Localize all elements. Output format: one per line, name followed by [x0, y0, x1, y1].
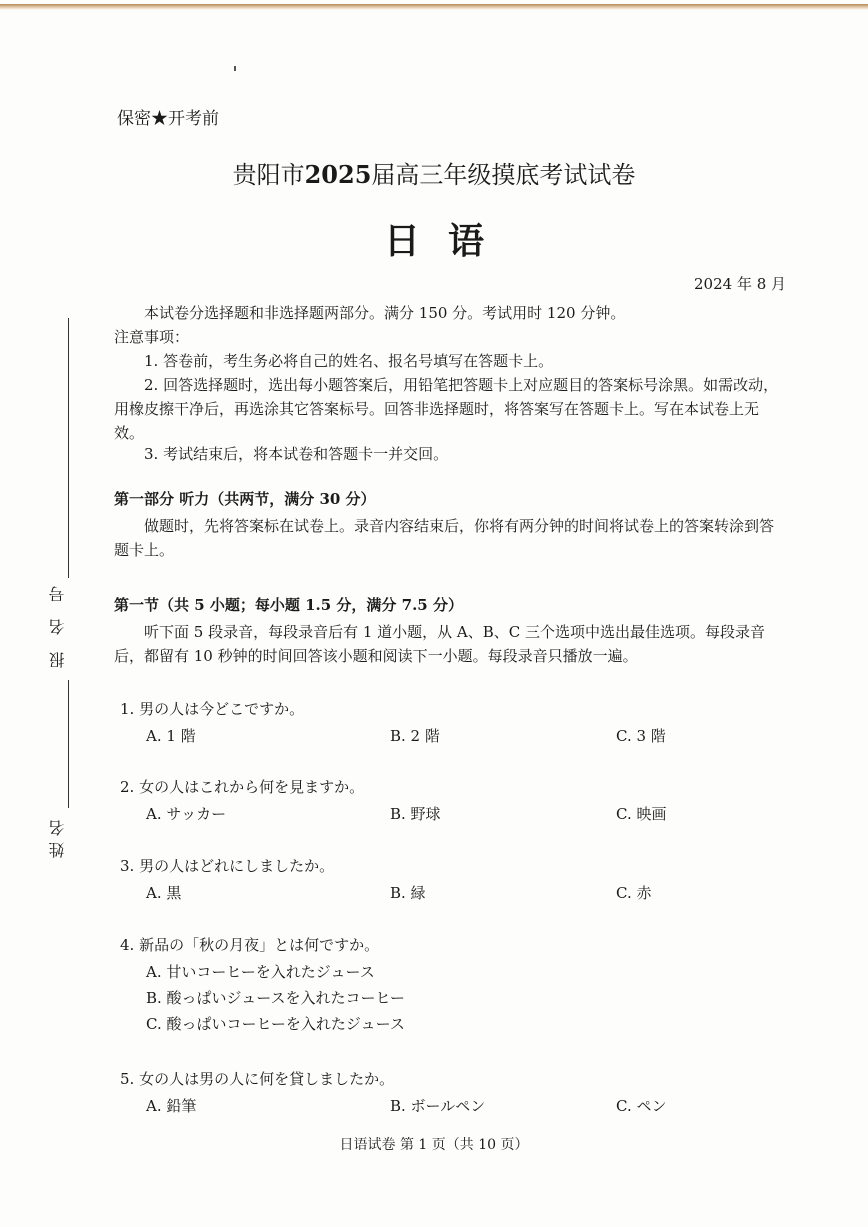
- title-rest: 届高三年级摸底考试试卷: [371, 161, 636, 189]
- option-a: A. サッカー: [146, 805, 227, 823]
- option-a: A. 1 階: [146, 727, 196, 745]
- scan-edge: [0, 4, 868, 10]
- exam-date: 2024 年 8 月: [694, 275, 787, 293]
- intro-text: 本试卷分选择题和非选择题两部分。满分 150 分。考试用时 120 分钟。: [144, 304, 626, 322]
- question-stem: 3. 男の人はどれにしましたか。: [120, 857, 335, 875]
- question-stem: 2. 女の人はこれから何を見ますか。: [120, 778, 365, 796]
- question-stem: 4. 新品の「秋の月夜」とは何ですか。: [120, 936, 380, 954]
- part1-heading: 第一部分 听力（共两节，满分 30 分）: [114, 490, 376, 508]
- option-c: C. 酸っぱいコーヒーを入れたジュース: [146, 1015, 405, 1033]
- option-c: C. 3 階: [616, 727, 666, 745]
- title-city: 贵阳市: [232, 161, 305, 189]
- option-c: C. 映画: [616, 805, 667, 823]
- option-c: C. 赤: [616, 884, 652, 902]
- binding-line-top: [68, 318, 69, 578]
- subject-title: 日语: [383, 220, 512, 262]
- option-b: B. 酸っぱいジュースを入れたコーヒー: [146, 989, 405, 1007]
- option-b: B. ボールペン: [390, 1097, 486, 1115]
- option-b: B. 緑: [390, 884, 426, 902]
- name-label: 姓名: [48, 814, 67, 858]
- confidential-mark: 保密★开考前: [117, 109, 219, 129]
- title-year: 2025: [304, 160, 372, 189]
- question-stem: 1. 男の人は今どこですか。: [120, 700, 305, 718]
- exam-title: [0, 155, 868, 190]
- notice-item-2: 2. 回答选择题时，选出每小题答案后，用铅笔把答题卡上对应题目的答案标号涂黑。如需改动，用橡皮擦干净后，再选涂其它答案标号。回答非选择题时，将答案写在答题卡上。写在本试卷上无效。: [114, 376, 779, 442]
- option-c: C. ペン: [616, 1097, 667, 1115]
- notice-label: 注意事项：: [114, 328, 190, 346]
- notice-item-1: 1. 答卷前，考生务必将自己的姓名、报名号填写在答题卡上。: [144, 352, 554, 370]
- option-a: A. 鉛筆: [146, 1097, 197, 1115]
- question-stem: 5. 女の人は男の人に何を貸しましたか。: [120, 1070, 395, 1088]
- part1-description: 做题时，先将答案标在试卷上。录音内容结束后，你将有两分钟的时间将试卷上的答案转涂到答题卡上。: [114, 517, 775, 559]
- page-footer: 日语试卷 第 1 页（共 10 页）: [339, 1137, 529, 1153]
- binding-line-middle: [68, 680, 69, 808]
- option-a: A. 甘いコーヒーを入れたジュース: [146, 963, 375, 981]
- option-b: B. 2 階: [390, 727, 440, 745]
- option-a: A. 黒: [146, 884, 182, 902]
- option-b: B. 野球: [390, 805, 441, 823]
- section1-description: 听下面 5 段录音，每段录音后有 1 道小题，从 A、B、C 三个选项中选出最佳选项。每段录音后，都留有 10 秒钟的时间回答该小题和阅读下一小题。每段录音只播放一遍。: [114, 623, 766, 665]
- scan-speck: [234, 66, 236, 71]
- section1-heading: 第一节（共 5 小题；每小题 1.5 分，满分 7.5 分）: [114, 596, 463, 614]
- registration-number-label: 报 名 号: [48, 580, 67, 669]
- notice-item-3: 3. 考试结束后，将本试卷和答题卡一并交回。: [144, 445, 449, 463]
